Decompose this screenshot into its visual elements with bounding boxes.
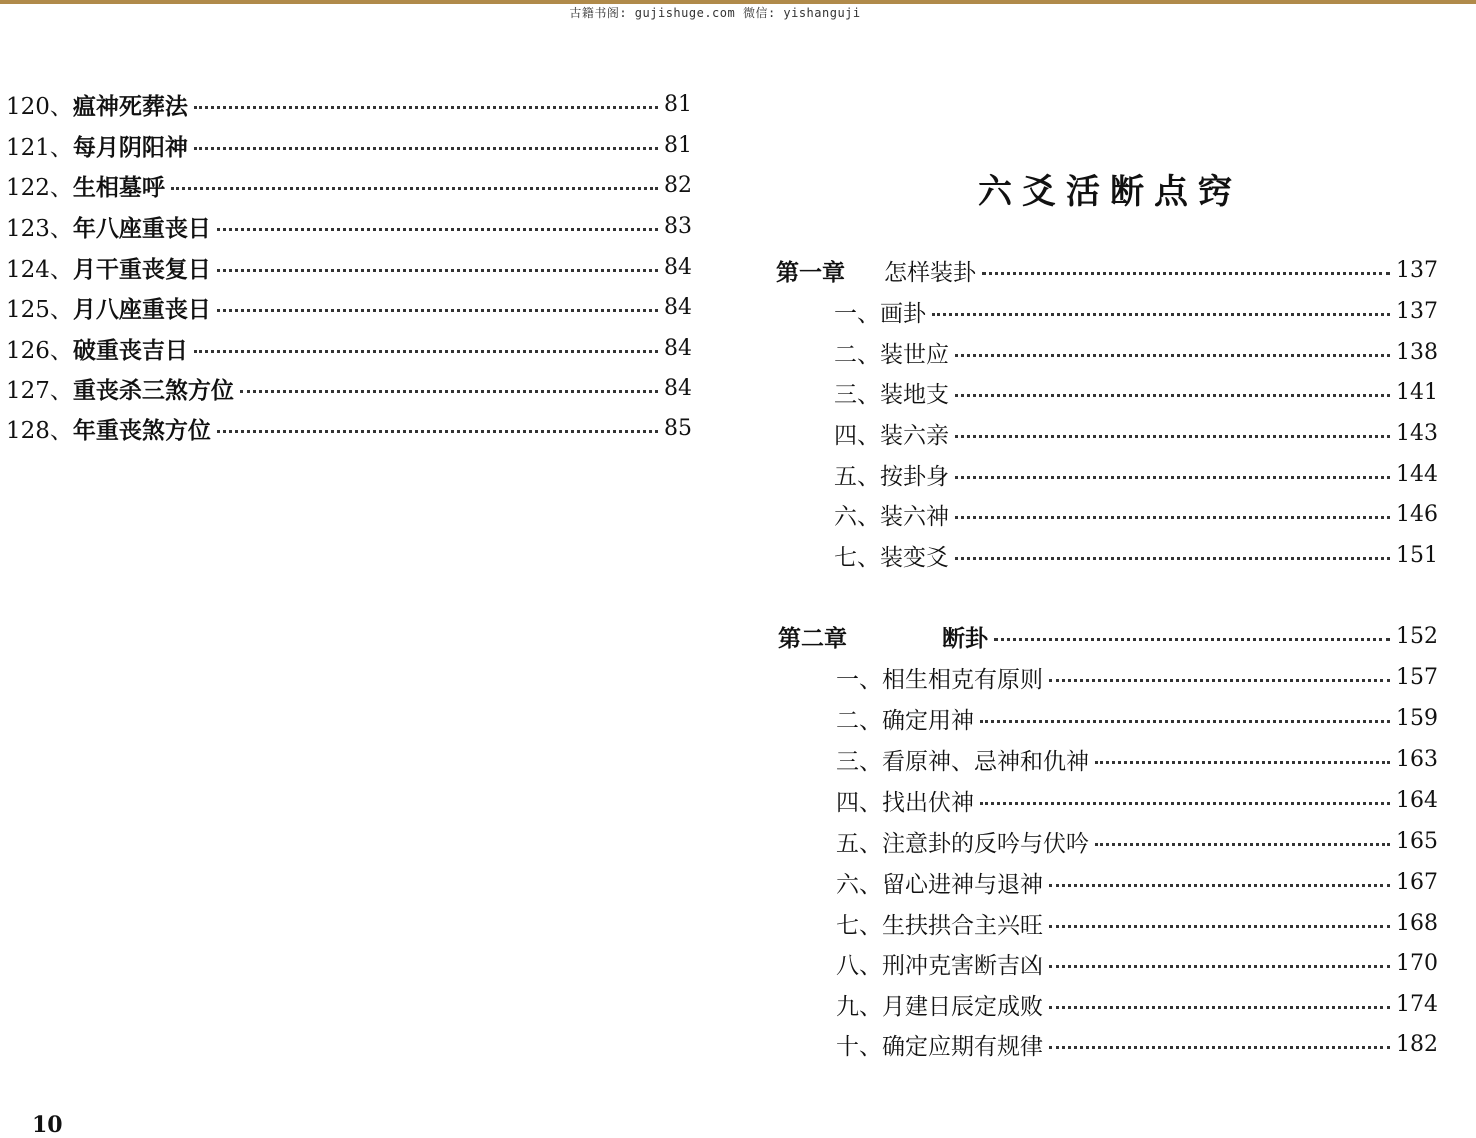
toc-section-2-1[interactable] [836, 661, 1438, 693]
toc-section-2-7[interactable] [836, 907, 1438, 939]
section-title: 三、装地支 [834, 381, 949, 408]
dot-leader [217, 309, 658, 312]
entry-title: 破重丧吉日 [72, 336, 188, 364]
dot-leader [1049, 925, 1390, 928]
dot-leader [1049, 965, 1390, 968]
toc-chapter-1[interactable] [776, 254, 1438, 286]
page-number: 10 [32, 1112, 63, 1138]
dot-leader [980, 802, 1390, 805]
section-page: 143 [1396, 420, 1438, 446]
section-page: 157 [1396, 664, 1438, 690]
entry-number: 122 [6, 174, 50, 201]
entry-page: 83 [664, 213, 692, 239]
entry-page: 82 [664, 172, 692, 198]
toc-section-2-6[interactable] [836, 866, 1438, 898]
toc-section-2-8[interactable] [836, 947, 1438, 979]
section-page: 146 [1396, 501, 1438, 527]
section-title: 三、看原神、忌神和仇神 [836, 748, 1089, 775]
entry-title: 年重丧煞方位 [72, 416, 211, 444]
entry-separator: 、 [49, 134, 73, 161]
dot-leader [1095, 843, 1390, 846]
entry-separator: 、 [49, 174, 73, 201]
entry-number: 121 [6, 134, 50, 161]
toc-section-1-5[interactable] [834, 458, 1438, 490]
section-page: 138 [1396, 339, 1438, 365]
entry-page: 84 [664, 335, 692, 361]
entry-page: 81 [664, 132, 692, 158]
dot-leader [955, 354, 1390, 357]
toc-entry-126[interactable] [6, 332, 692, 364]
toc-entry-121[interactable] [6, 129, 692, 161]
book-section-title: 六爻活断点窍 [978, 172, 1242, 212]
toc-entry-123[interactable] [6, 210, 692, 242]
entry-title: 年八座重丧日 [72, 214, 211, 242]
chapter-page: 152 [1396, 623, 1438, 649]
section-title: 四、找出伏神 [836, 789, 974, 816]
dot-leader [955, 557, 1390, 560]
section-title: 十、确定应期有规律 [836, 1033, 1043, 1060]
entry-separator: 、 [49, 215, 73, 242]
section-page: 167 [1396, 869, 1438, 895]
toc-section-1-3[interactable] [834, 376, 1438, 408]
dot-leader [982, 272, 1390, 275]
dot-leader [1049, 679, 1390, 682]
dot-leader [980, 720, 1390, 723]
entry-title: 瘟神死葬法 [72, 92, 188, 120]
section-page: 165 [1396, 828, 1438, 854]
toc-entry-127[interactable] [6, 372, 692, 404]
dot-leader [955, 476, 1390, 479]
section-title: 九、月建日辰定成败 [836, 993, 1043, 1020]
dot-leader [171, 187, 658, 190]
toc-section-2-4[interactable] [836, 784, 1438, 816]
toc-entry-128[interactable] [6, 412, 692, 444]
dot-leader [955, 435, 1390, 438]
entry-title: 生相墓呼 [72, 173, 165, 201]
watermark-text: 古籍书阁: gujishuge.com 微信: yishanguji [569, 6, 861, 20]
section-page: 182 [1396, 1031, 1438, 1057]
toc-section-1-7[interactable] [834, 539, 1438, 571]
entry-number: 120 [6, 93, 50, 120]
toc-section-1-1[interactable] [834, 295, 1438, 327]
section-title: 一、画卦 [834, 300, 926, 327]
entry-separator: 、 [49, 417, 73, 444]
section-title: 二、确定用神 [836, 707, 974, 734]
dot-leader [194, 350, 658, 353]
entry-number: 123 [6, 215, 50, 242]
section-title: 一、相生相克有原则 [836, 666, 1043, 693]
section-page: 164 [1396, 787, 1438, 813]
section-title: 五、注意卦的反吟与伏吟 [836, 830, 1089, 857]
entry-number: 127 [6, 377, 50, 404]
toc-section-2-10[interactable] [836, 1028, 1438, 1060]
toc-section-2-3[interactable] [836, 743, 1438, 775]
entry-page: 81 [664, 91, 692, 117]
toc-section-2-9[interactable] [836, 988, 1438, 1020]
section-title: 二、装世应 [834, 341, 949, 368]
toc-section-2-2[interactable] [836, 702, 1438, 734]
chapter-page: 137 [1396, 257, 1438, 283]
entry-number: 125 [6, 296, 50, 323]
toc-entry-120[interactable] [6, 88, 692, 120]
toc-entry-124[interactable] [6, 251, 692, 283]
section-title: 七、装变爻 [834, 544, 949, 571]
toc-section-1-6[interactable] [834, 498, 1438, 530]
dot-leader [194, 106, 658, 109]
dot-leader [932, 313, 1390, 316]
section-title: 六、装六神 [834, 503, 949, 530]
section-title: 四、装六亲 [834, 422, 949, 449]
dot-leader [955, 394, 1390, 397]
chapter-number: 第二章 [778, 624, 847, 652]
chapter-title: 怎样装卦 [884, 259, 976, 286]
entry-title: 月八座重丧日 [72, 295, 211, 323]
entry-title: 重丧杀三煞方位 [72, 376, 234, 404]
entry-number: 126 [6, 337, 50, 364]
dot-leader [194, 147, 658, 150]
entry-title: 每月阴阳神 [72, 133, 188, 161]
toc-section-2-5[interactable] [836, 825, 1438, 857]
section-title: 五、按卦身 [834, 463, 949, 490]
toc-entry-125[interactable] [6, 291, 692, 323]
section-page: 174 [1396, 991, 1438, 1017]
dot-leader [1049, 884, 1390, 887]
dot-leader [217, 228, 658, 231]
section-page: 141 [1396, 379, 1438, 405]
entry-separator: 、 [49, 93, 73, 120]
entry-page: 84 [664, 375, 692, 401]
entry-page: 84 [664, 254, 692, 280]
chapter-title: 断卦 [942, 624, 988, 652]
entry-separator: 、 [49, 256, 73, 283]
entry-separator: 、 [49, 337, 73, 364]
toc-chapter-2[interactable] [778, 620, 1438, 652]
dot-leader [1095, 761, 1390, 764]
dot-leader [240, 390, 658, 393]
toc-entry-122[interactable] [6, 169, 692, 201]
entry-separator: 、 [49, 296, 73, 323]
entry-page: 85 [664, 415, 692, 441]
toc-section-1-4[interactable] [834, 417, 1438, 449]
dot-leader [994, 638, 1390, 641]
chapter-number: 第一章 [776, 258, 845, 286]
entry-number: 128 [6, 417, 50, 444]
dot-leader [1049, 1046, 1390, 1049]
dot-leader [1049, 1006, 1390, 1009]
toc-section-1-2[interactable] [834, 336, 1438, 368]
entry-title: 月干重丧复日 [72, 255, 211, 283]
section-title: 七、生扶拱合主兴旺 [836, 912, 1043, 939]
section-page: 159 [1396, 705, 1438, 731]
dot-leader [955, 516, 1390, 519]
section-page: 144 [1396, 461, 1438, 487]
entry-page: 84 [664, 294, 692, 320]
section-title: 八、刑冲克害断吉凶 [836, 952, 1043, 979]
section-page: 151 [1396, 542, 1438, 568]
section-page: 137 [1396, 298, 1438, 324]
entry-number: 124 [6, 256, 50, 283]
section-page: 168 [1396, 910, 1438, 936]
section-title: 六、留心进神与退神 [836, 871, 1043, 898]
dot-leader [217, 430, 658, 433]
entry-separator: 、 [49, 377, 73, 404]
dot-leader [217, 269, 658, 272]
section-page: 163 [1396, 746, 1438, 772]
section-page: 170 [1396, 950, 1438, 976]
